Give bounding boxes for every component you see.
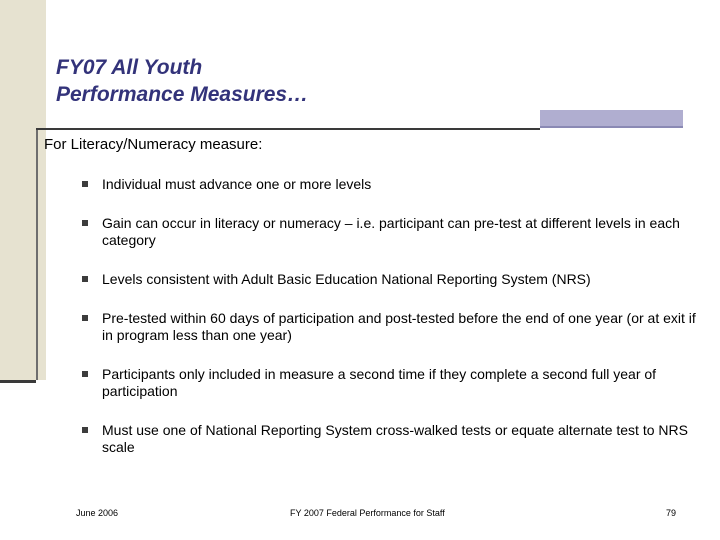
bullet-text: Participants only included in measure a second time if they complete a second full year of participation [102, 366, 657, 399]
square-bullet-icon [82, 371, 88, 377]
bullet-item [80, 366, 700, 400]
square-bullet-icon [82, 315, 88, 321]
title-accent-line [540, 126, 683, 128]
bullet-text: Individual must advance one or more levels [102, 176, 372, 192]
page-number: 79 [666, 508, 677, 518]
bullet-text: Levels consistent with Adult Basic Education National Reporting System (NRS) [102, 271, 591, 287]
slide-title [56, 54, 308, 108]
bullet-text: Gain can occur in literacy or numeracy – i.e. participant can pre-test at different levels in each category [102, 215, 680, 248]
bullet-text: Must use one of National Reporting System cross-walked tests or equate alternate test to NRS scale [102, 422, 688, 455]
square-bullet-icon [82, 181, 88, 187]
left-decor-bar [0, 0, 46, 380]
bullet-item [80, 271, 700, 288]
square-bullet-icon [82, 427, 88, 433]
bullet-item [80, 215, 700, 249]
title-divider [36, 128, 540, 130]
bullet-text: Pre-tested within 60 days of participation and post-tested before the end of one year (or at exit if in program less than one year) [102, 310, 696, 343]
bullet-item [80, 422, 700, 456]
title-accent-block [540, 110, 683, 126]
footer-title: FY 2007 Federal Performance for Staff [290, 508, 445, 518]
footer-date: June 2006 [76, 508, 119, 518]
left-decor-underline [0, 380, 36, 383]
slide-title-line2: Performance Measures… [56, 83, 309, 106]
square-bullet-icon [82, 276, 88, 282]
intro-text: For Literacy/Numeracy measure: [44, 136, 263, 153]
square-bullet-icon [82, 220, 88, 226]
left-decor-line [36, 130, 38, 380]
bullet-item [80, 310, 700, 344]
slide-title-line1: FY07 All Youth [56, 56, 203, 79]
bullet-list [80, 176, 700, 478]
bullet-item [80, 176, 700, 193]
